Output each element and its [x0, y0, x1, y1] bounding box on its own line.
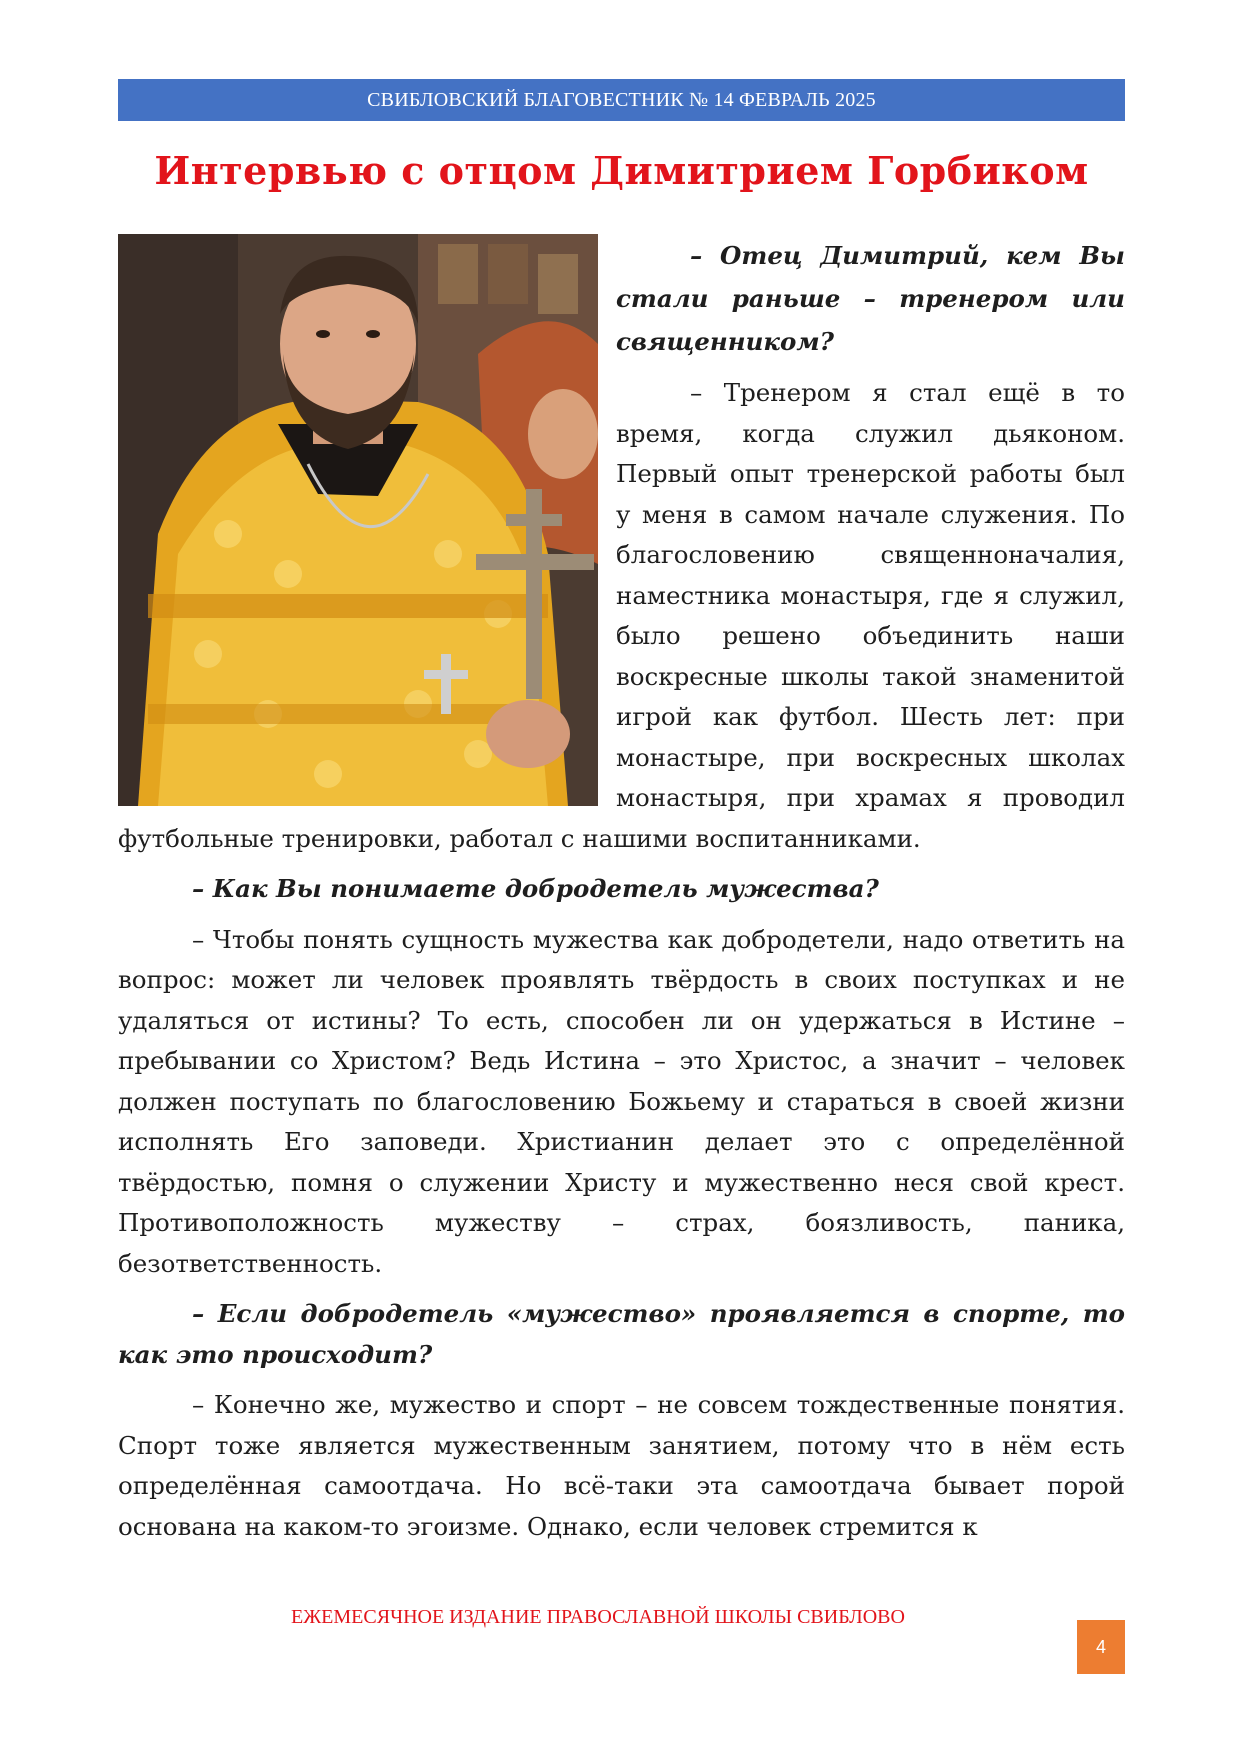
question-3: – Если добродетель «мужество» проявляется в спорте, то как это происходит? — [118, 1299, 1125, 1369]
header-bar — [118, 79, 1125, 121]
question-2: – Как Вы понимаете добродетель мужества? — [192, 874, 879, 903]
answer-2: – Чтобы понять сущность мужества как добродетели, надо ответить на вопрос: может ли человек проявлять твёрдость в своих поступках и не удаляться от истины? То есть, способен ли он удержаться в Истине – пребывании со Христом? Ведь Истина – это Христос, а значит – человек должен поступать по благословению Божьему и стараться в своей жизни исполнять Его заповеди. Христианин делает это с определённой твёрдостью, помня о служении Христу и мужественно неся свой крест. Противоположность мужеству – страх, боязливость, паника, безответственность. — [118, 924, 1125, 1278]
question-1: – Отец Димитрий, кем Вы стали раньше – тренером или священником? — [616, 241, 1125, 356]
answer-1: – Тренером я стал ещё в то время, когда служил дьяконом. Первый опыт тренерской работы был у меня в самом начале служения. По благословению священноначалия, наместника монастыря, где я служил, было решено объединить наши воскресные школы такой знаменитой игрой как футбол. Шесть лет: при монастыре, при воскресных школах монастыря, при храмах я проводил футбольные тренировки, работал с нашими воспитанниками. — [118, 378, 1125, 853]
article-title: Интервью с отцом Димитрием Горбиком — [154, 148, 1089, 193]
header-text: СВИБЛОВСКИЙ БЛАГОВЕСТНИК № 14 ФЕВРАЛЬ 2025 — [367, 88, 876, 111]
page-number-badge — [1077, 1620, 1125, 1674]
answer-3: – Конечно же, мужество и спорт – не совсем тождественные понятия. Спорт тоже является мужественным занятием, потому что в нём есть определённая самоотдача. Но всё-таки эта самоотдача бывает порой основана на каком-то эгоизме. Однако, если человек стремится к — [118, 1390, 1125, 1541]
priest-photo — [118, 234, 598, 806]
page-number: 4 — [1095, 1636, 1106, 1657]
footer-text: ЕЖЕМЕСЯЧНОЕ ИЗДАНИЕ ПРАВОСЛАВНОЙ ШКОЛЫ СВИБЛОВО — [291, 1606, 905, 1628]
article-body — [118, 234, 1125, 1557]
